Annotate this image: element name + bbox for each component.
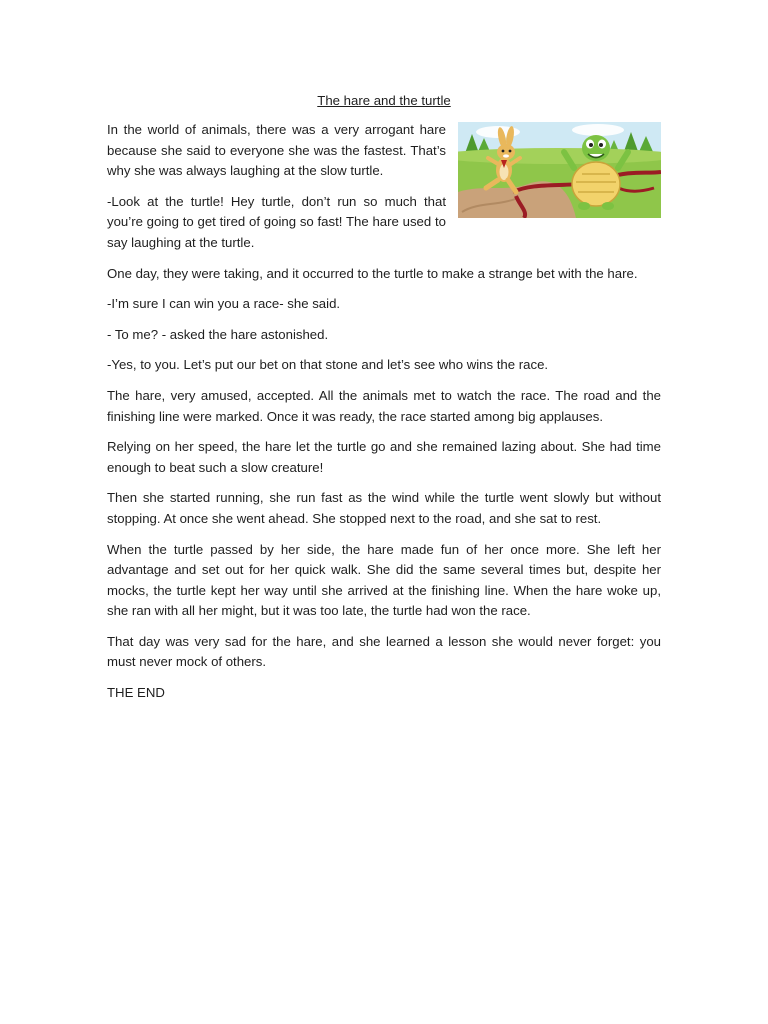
the-end-label: THE END bbox=[107, 685, 165, 701]
paragraph: Relying on her speed, the hare let the turtle go and she remained lazing about. She had time enough to beat such a slow creature! bbox=[107, 439, 661, 475]
paragraph: Then she started running, she run fast as the wind while the turtle went slowly but without stopping. At once she went ahead. She stopped next to the road, and she sat to rest. bbox=[107, 490, 661, 526]
paragraph: When the turtle passed by her side, the hare made fun of her once more. She left her advantage and set out for her quick walk. She did the same several times but, despite her mocks, the turtle kept her way until she arrived at the finishing line. When the hare woke up, she ran with all her might, but it was too late, the turtle had won the race. bbox=[107, 541, 661, 619]
paragraph: -Yes, to you. Let’s put our bet on that stone and let’s see who wins the race. bbox=[107, 357, 549, 373]
paragraph: In the world of animals, there was a very arrogant hare because she said to everyone she was the fastest. That’s why she was always laughing at the slow turtle. bbox=[107, 122, 446, 179]
paragraph: That day was very sad for the hare, and she learned a lesson she would never forget: you must never mock of others. bbox=[107, 633, 661, 670]
hare-and-turtle-illustration bbox=[458, 122, 661, 218]
paragraph: - To me? - asked the hare astonished. bbox=[107, 326, 329, 342]
paragraph: -Look at the turtle! Hey turtle, don’t run so much that you’re going to get tired of going so fast! The hare used to say laughing at the turtle. bbox=[107, 193, 446, 250]
document-page bbox=[107, 92, 661, 714]
paragraph: One day, they were taking, and it occurred to the turtle to make a strange bet with the hare. bbox=[107, 265, 638, 281]
hare-and-turtle-icon bbox=[458, 122, 661, 218]
paragraph: -I’m sure I can win you a race- she said. bbox=[107, 296, 341, 312]
paragraph: The hare, very amused, accepted. All the animals met to watch the race. The road and the finishing line were marked. Once it was ready, the race started among big applauses. bbox=[107, 387, 661, 424]
document-title: The hare and the turtle bbox=[317, 93, 451, 108]
